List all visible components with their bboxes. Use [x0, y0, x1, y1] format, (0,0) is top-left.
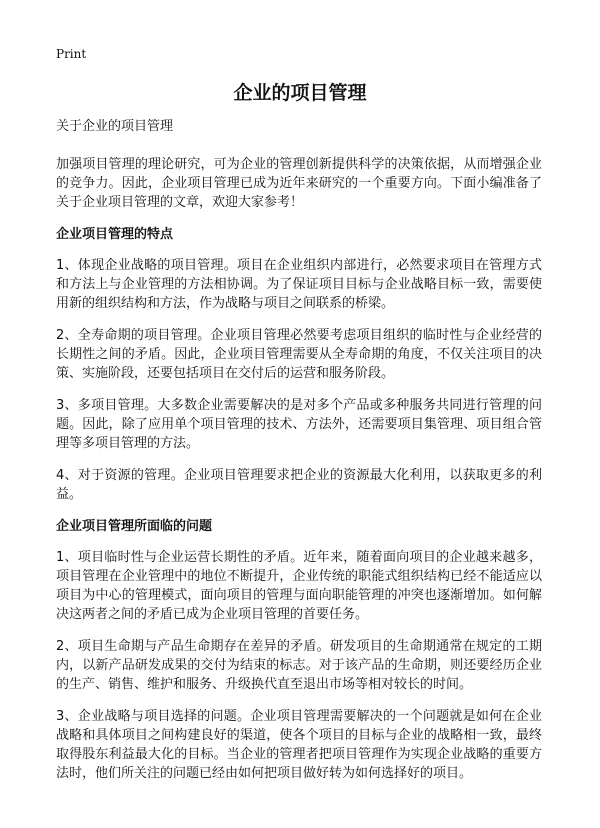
- paragraph: 3、多项目管理。大多数企业需要解决的是对多个产品或多种服务共同进行管理的问题。因此，除了应用单个项目管理的技术、方法外，还需要项目集管理、项目组合管理等多项目管理的方法。: [56, 398, 542, 451]
- paragraph: 2、全寿命期的项目管理。企业项目管理必然要考虑项目组织的临时性与企业经营的长期性之间的矛盾。因此，企业项目管理需要从全寿命期的角度，不仅关注项目的决策、实施阶段，还要包括项目在交付后的运营和服务阶段。: [56, 328, 542, 381]
- paragraph: 3、企业战略与项目选择的问题。企业项目管理需要解决的一个问题就是如何在企业战略和具体项目之间构建良好的渠道，使各个项目的目标与企业的战略相一致，最终取得股东利益最大化的目标。当企业的管理者把项目管理作为实现企业战略的重要方法时，他们所关注的问题已经由如何把项目做好转为如何选择好的项目。: [56, 709, 542, 781]
- section-heading-features: 企业项目管理的特点: [56, 227, 174, 242]
- article-subtitle: 关于企业的项目管理: [56, 119, 174, 134]
- page-title: 企业的项目管理: [233, 82, 367, 104]
- paragraph: 4、对于资源的管理。企业项目管理要求把企业的资源最大化利用，以获取更多的利益。: [56, 468, 542, 502]
- paragraph: 2、项目生命期与产品生命期存在差异的矛盾。研发项目的生命期通常在规定的工期内，以新产品研发成果的交付为结束的标志。对于该产品的生命期，则还要经历企业的生产、销售、维护和服务、升级换代直至退出市场等相对较长的时间。: [56, 639, 542, 692]
- section-heading-problems: 企业项目管理所面临的问题: [56, 519, 213, 534]
- paragraph: 1、项目临时性与企业运营长期性的矛盾。近年来，随着面向项目的企业越来越多，项目管理在企业管理中的地位不断提升，企业传统的职能式组织结构已经不能适应以项目为中心的管理模式，面向项目的管理与面向职能管理的冲突也逐渐增加。如何解决这两者之间的矛盾已成为企业项目管理的首要任务。: [56, 550, 542, 622]
- article-body: [56, 117, 542, 796]
- print-link[interactable]: Print: [56, 47, 87, 61]
- intro-paragraph: 加强项目管理的理论研究，可为企业的管理创新提供科学的决策依据，从而增强企业的竞争力。因此，企业项目管理已成为近年来研究的一个重要方向。下面小编准备了关于企业项目管理的文章，欢迎大家参考！: [56, 157, 542, 210]
- paragraph: 1、体现企业战略的项目管理。项目在企业组织内部进行，必然要求项目在管理方式和方法上与企业管理的方法相协调。为了保证项目目标与企业战略目标一致，需要使用新的组织结构和方法，作为战略与项目之间联系的桥梁。: [56, 258, 542, 311]
